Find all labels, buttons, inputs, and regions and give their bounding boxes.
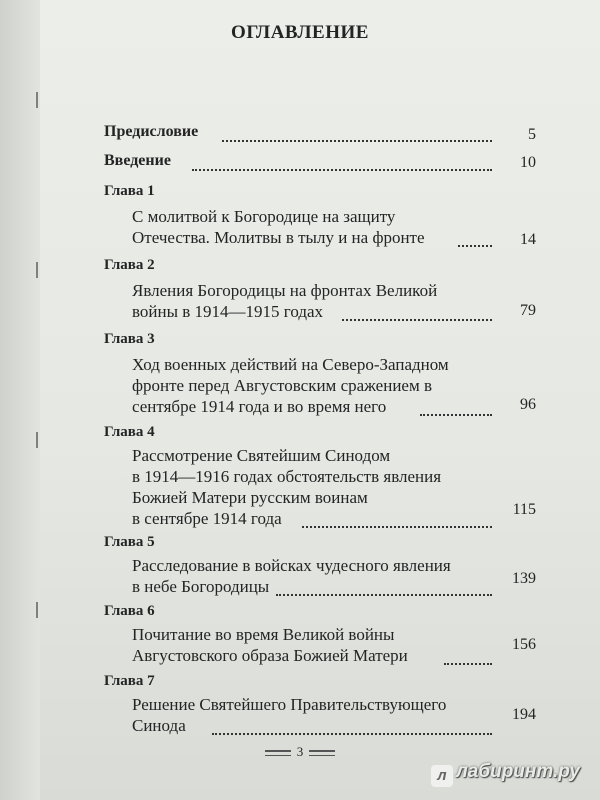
page-number-intro: 10 <box>520 154 536 171</box>
page-number: 194 <box>512 706 536 723</box>
chapter-title-line: С молитвой к Богородице на защиту <box>132 207 396 226</box>
chapter-title-line: Синода <box>132 716 186 735</box>
page-number: 139 <box>512 570 536 587</box>
labyrinth-logo-icon: л <box>431 765 453 787</box>
chapter-heading: Глава 3 <box>104 331 155 347</box>
dot-leader <box>342 319 492 321</box>
page-number: 14 <box>520 231 536 248</box>
chapter-title-line: Ход военных действий на Северо-Западном <box>132 355 449 374</box>
chapter-title-line: войны в 1914—1915 годах <box>132 302 324 321</box>
chapter-title-line: Расследование в войсках чудесного явления <box>132 556 451 575</box>
chapter-heading: Глава 4 <box>104 424 155 440</box>
dot-leader <box>420 414 492 416</box>
dot-leader <box>222 140 492 142</box>
dot-leader <box>458 245 492 247</box>
chapter-title-line: сентябре 1914 года и во время него <box>132 397 387 416</box>
binding-stitch <box>36 92 38 108</box>
dot-leader <box>192 169 492 171</box>
chapter-heading: Глава 6 <box>104 603 155 619</box>
page-title: ОГЛАВЛЕНИЕ <box>231 22 369 43</box>
watermark <box>431 761 580 787</box>
ornament-right-icon <box>309 750 335 756</box>
chapter-heading: Глава 1 <box>104 183 155 199</box>
chapter-title-line: в небе Богородицы <box>132 577 270 596</box>
chapter-title-line: Явления Богородицы на фронтах Великой <box>132 281 438 300</box>
page-number: 156 <box>512 636 536 653</box>
chapter-title-line: фронте перед Августовским сражением в <box>132 376 432 395</box>
page-number: 96 <box>520 396 536 413</box>
watermark-text: лабиринт.ру <box>455 761 580 782</box>
binding-stitch <box>36 432 38 448</box>
toc-entry-intro: Введение <box>104 152 171 169</box>
chapter-heading: Глава 5 <box>104 534 155 550</box>
page-footer <box>0 744 600 760</box>
chapter-title-line: Почитание во время Великой войны <box>132 625 395 644</box>
chapter-heading: Глава 2 <box>104 257 155 273</box>
toc-entry-preface: Предисловие <box>104 123 199 140</box>
chapter-title-line: в сентябре 1914 года <box>132 509 282 528</box>
chapter-heading: Глава 7 <box>104 673 155 689</box>
chapter-title-line: Отечества. Молитвы в тылу и на фронте <box>132 228 425 247</box>
binding-stitch <box>36 602 38 618</box>
chapter-title-line: Рассмотрение Святейшим Синодом <box>132 446 391 465</box>
dot-leader <box>302 526 492 528</box>
page-number-preface: 5 <box>528 126 536 143</box>
chapter-title-line: Божией Матери русским воинам <box>132 488 368 507</box>
dot-leader <box>276 594 492 596</box>
dot-leader <box>444 663 492 665</box>
chapter-title-line: в 1914—1916 годах обстоятельств явления <box>132 467 442 486</box>
page-number: 79 <box>520 302 536 319</box>
dot-leader <box>212 733 492 735</box>
binding-stitch <box>36 262 38 278</box>
chapter-title-line: Августовского образа Божией Матери <box>132 646 408 665</box>
page-number: 115 <box>512 501 536 518</box>
ornament-left-icon <box>265 750 291 756</box>
book-gutter <box>0 0 40 800</box>
footer-page-number: 3 <box>296 744 304 759</box>
chapter-title-line: Решение Святейшего Правительствующего <box>132 695 447 714</box>
